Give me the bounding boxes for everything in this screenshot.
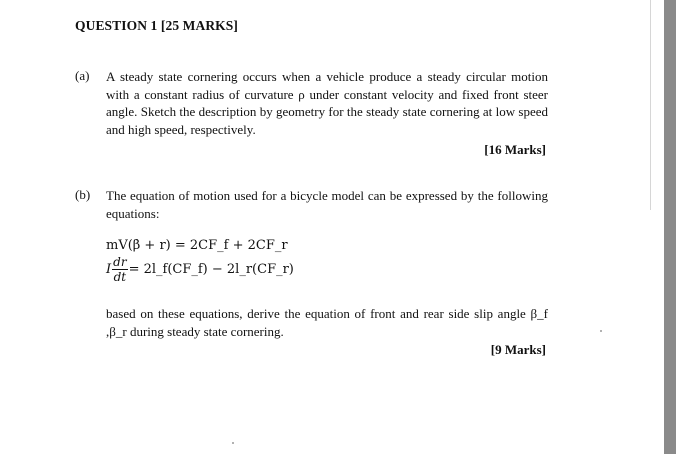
part-a-marks: [16 Marks] — [484, 142, 546, 157]
fraction-denominator: dt — [113, 270, 127, 284]
part-b-marks: [9 Marks] — [490, 342, 546, 357]
scan-speck — [232, 442, 234, 444]
part-a-text: A steady state cornering occurs when a vehicle produce a steady circular motion with a constant radius of curvature ρ under constant velocity and fixed front steer angle. Sketch the description by geometry for the steady state cornering at low speed and high speed, respectively. — [106, 69, 548, 137]
equation-1 — [106, 238, 288, 253]
scan-speck — [600, 330, 602, 332]
part-b-followup: based on these equations, derive the equation of front and rear side slip angle β_f ,β_r during steady state cornering. — [106, 306, 548, 339]
page-edge-line — [650, 0, 651, 210]
equation-2-lhs: I — [106, 262, 112, 277]
scan-border — [664, 0, 676, 454]
equation-2 — [106, 256, 294, 283]
part-b-text: The equation of motion used for a bicycle model can be expressed by the following equations: — [106, 188, 548, 221]
equation-2-rhs: = 2l_f(CF_f) − 2l_r(CF_r) — [128, 262, 294, 277]
part-a-label: (a) — [75, 68, 90, 83]
equation-2-fraction — [112, 256, 127, 283]
part-b-label: (b) — [75, 187, 91, 202]
fraction-numerator: dr — [113, 255, 127, 269]
equation-1-text: mV(β̇ + r) = 2CF_f + 2CF_r — [106, 238, 288, 253]
question-heading: QUESTION 1 [25 MARKS] — [75, 18, 238, 33]
